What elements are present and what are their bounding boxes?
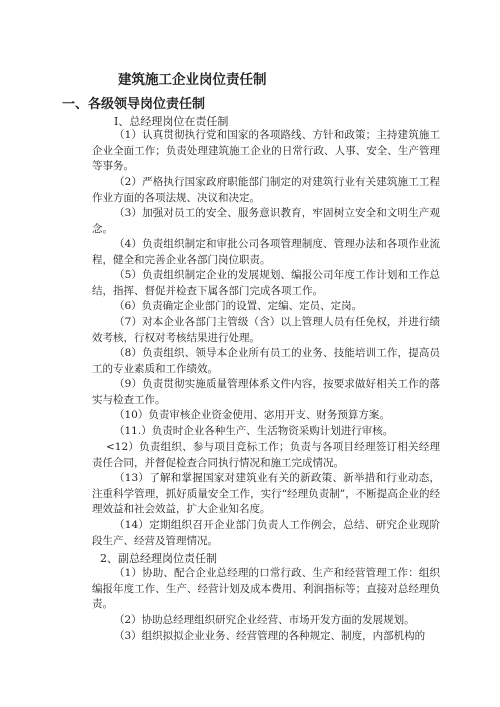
document-title: 建筑施工企业岗位责任制 (118, 72, 267, 88)
manager-item-12: <12）负责组织、参与项目竞标工作；负责与各项目经理签订相关经理责任合同，并督促检查合同执行情况和施工完成情况。 (92, 441, 440, 469)
deputy-item-3: （3）组织拟拟企业业务、经营管理的各种规定、制度，内部机构的 (114, 630, 426, 642)
deputy-item-1: （1）协助、配合企业总经理的口常行政、生产和经营管理工作：组织编报年度工作、生产、经营计划及成本费用、利润指标等；直接对总经理负责。 (92, 567, 440, 611)
manager-item-8: （8）负责组织、领导本企业所有员工的业务、技能培训工作，提高员工的专业素质和工作绩效。 (92, 347, 440, 375)
manager-item-13: （13）了解和掌握国家对建筑业有关的新政策、新举措和行业动态，注重科学管理，抓好质量安全工作，实行“经理负责制”，不断提高企业的经理效益和社会效益，扩大企业知名度。 (92, 472, 440, 516)
manager-item-1: （1）认真贯彻执行党和国家的各项路线、方针和政策；主持建筑施工企业全面工作；负责处理建筑施工企业的日常行政、人事、安全、生产管理等事务。 (92, 129, 440, 173)
manager-item-3: （3）加强对员工的安全、服务意识教育，牢固树立安全和文明生产观念。 (92, 207, 440, 235)
deputy-item-2: （2）协助总经理组织研究企业经营、市场开发方面的发展规划。 (114, 614, 415, 626)
manager-item-14: （14）定期组织召开企业部门负责人工作例会，总结、研究企业现阶段生产、经营及管理情况。 (92, 519, 440, 547)
manager-item-11: （11.）负责时企业各种生产、生活物资采购计划进行审核。 (114, 425, 394, 437)
section-heading: 一、各级领导岗位责任制 (62, 97, 206, 112)
manager-item-6: （6）负责确定企业部门的设置、定编、定员、定岗。 (114, 300, 363, 312)
manager-item-10: （10）负责审核企业资金使用、宓用开支、财务预算方案。 (114, 409, 390, 421)
manager-item-7: （7）对本企业各部门主管级（含）以上管理人员有任免权，并进行绩效考核，行权对考核结果进行处理。 (92, 316, 440, 344)
deputy-responsibility-heading: 2、副总经理岗位责任制 (100, 552, 217, 565)
manager-responsibility-heading: I、总经理岗位在责任制 (114, 115, 229, 128)
manager-item-9: （9）负责贯彻实施质量管理体系文件内容，按要求做好相关工作的落实与检查工作。 (92, 378, 440, 406)
manager-item-4: （4）负责组织制定和审批公司各项管理制度、管理办法和各项作业流程，健全和完善企业各部门岗位职责。 (92, 238, 440, 266)
manager-item-2: （2）严格执行国家政府职能部门制定的对建筑行业有关建筑施工工程作业方面的各项法规、决议和决定。 (92, 176, 440, 204)
manager-item-5: （5）负责组织制定企业的发展规划、编报公司年度工作计划和工作总结，指挥、督促并检查下属各部门完成各项工作。 (92, 269, 440, 297)
